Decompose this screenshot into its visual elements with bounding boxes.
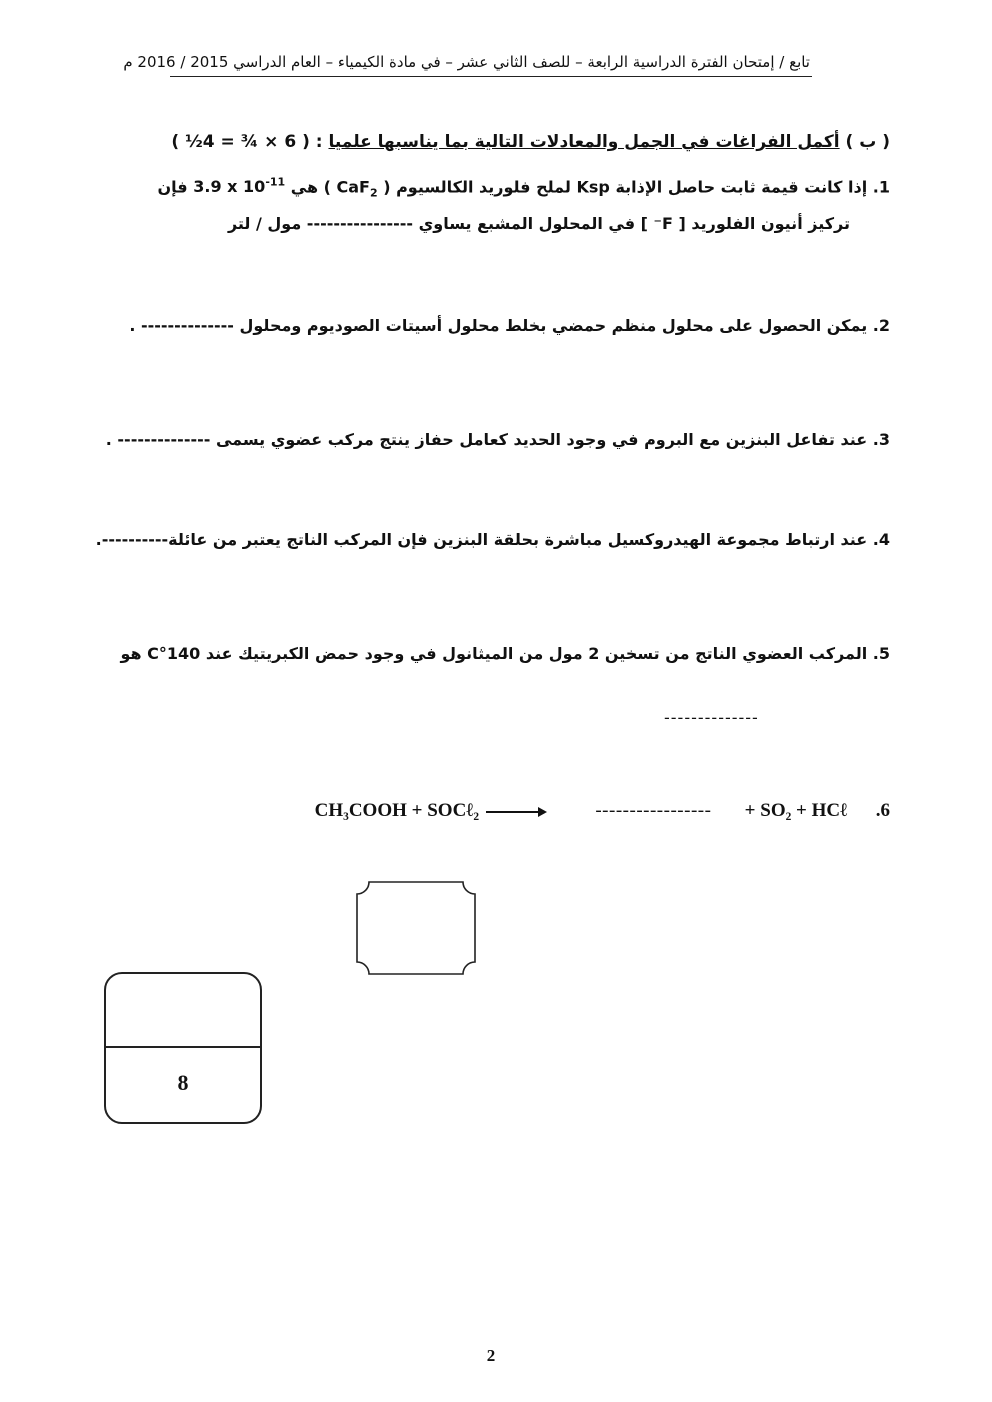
section-prefix: ( ب ) (839, 132, 890, 152)
question-3: 3. عند تفاعل البنزين مع البروم في وجود الحديد كعامل حفاز ينتج مركب عضوي يسمى -------------- . (105, 430, 890, 449)
section-instruction: أكمل الفراغات في الجمل والمعادلات التالية بما يناسبها علميا (328, 132, 840, 152)
question-6-number: .6 (875, 800, 890, 821)
question-6-equation (190, 800, 890, 822)
q1-text-start: 1. إذا كانت قيمة ثابت حاصل الإذابة (615, 177, 890, 197)
ksp-symbol: Ksp (576, 177, 610, 197)
q1-subscript: 2 (369, 186, 378, 200)
equation-blank: ----------------- (595, 800, 712, 821)
q1-text-mid: لملح فلوريد الكالسيوم ( CaF (336, 177, 571, 197)
score-box-divider (106, 1046, 260, 1048)
section-title (120, 132, 890, 152)
ksp-mantissa: 3.9 x 10 (193, 177, 266, 197)
header-underline (170, 76, 812, 77)
question-2: 2. يمكن الحصول على محلول منظم حمضي بخلط محلول أسيتات الصوديوم ومحلول -------------- . (129, 316, 890, 335)
score-value: 8 (177, 1070, 189, 1095)
exam-header: تابع / إمتحان الفترة الدراسية الرابعة – للصف الثاني عشر – في مادة الكيمياء – العام الدراسي 2015 / 2016 م (123, 53, 810, 71)
question-1-line-1 (100, 176, 890, 200)
question-4: 4. عند ارتباط مجموعة الهيدروكسيل مباشرة بحلقة البنزين فإن المركب الناتج يعتبر من عائلة----------. (95, 530, 890, 549)
q1-then: فإن (157, 177, 194, 197)
section-marks: : ( 6 × ¾ = 4½ ) (171, 132, 329, 152)
question-5: 5. المركب العضوي الناتج من تسخين 2 مول من الميثانول في وجود حمض الكبريتيك عند 140°C هو (120, 644, 890, 663)
ksp-exponent: -11 (265, 176, 286, 189)
decorative-frame-icon (355, 880, 477, 976)
score-box (104, 972, 262, 1124)
equation-reactants: CH₃COOH + SOCℓ₂ (314, 800, 480, 821)
page-number: 2 (486, 1346, 496, 1365)
reaction-arrow-icon (484, 805, 548, 819)
question-5-answer-blank: -------------- (664, 708, 759, 727)
ksp-value (193, 177, 285, 196)
question-1-line-2: تركيز أنيون الفلوريد [ F⁻ ] في المحلول المشبع يساوي ---------------- مول / لتر (227, 214, 850, 233)
q1-text-end: ) هي (285, 177, 337, 197)
equation-products: + SO₂ + HCℓ (744, 800, 848, 821)
